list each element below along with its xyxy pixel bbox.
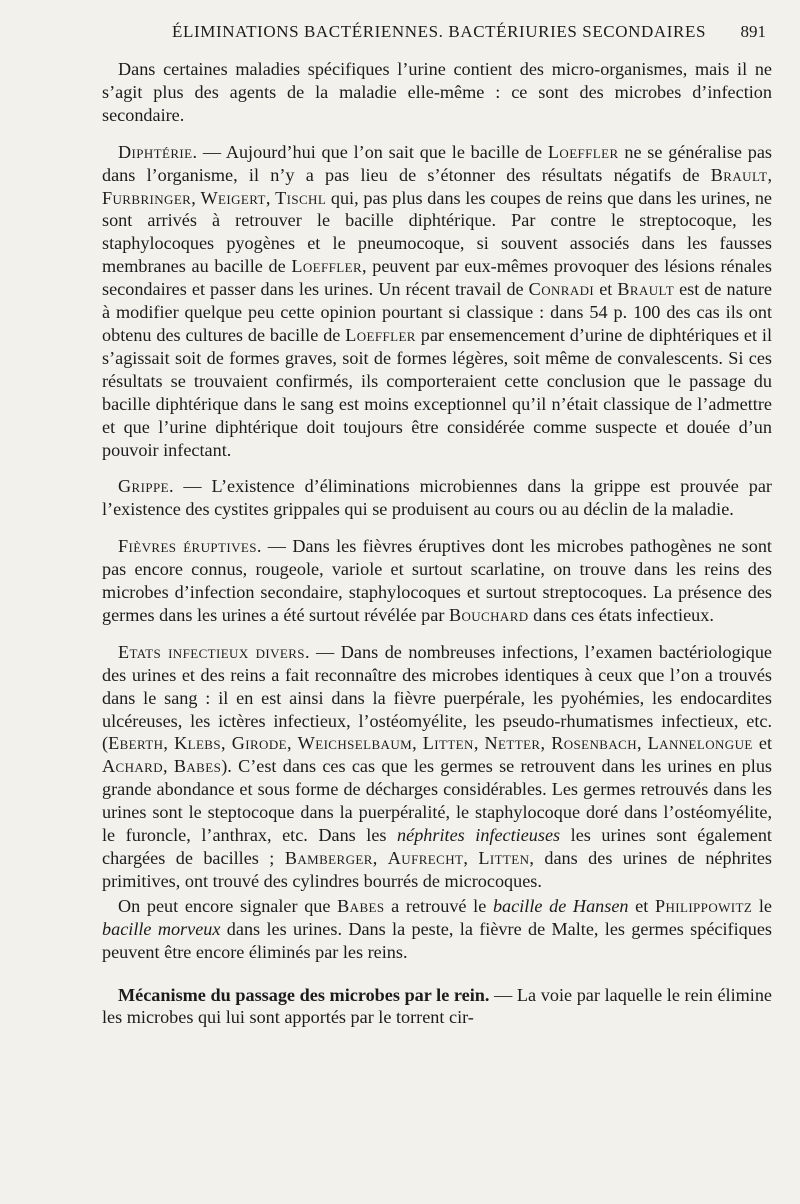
author-name: Conradi bbox=[528, 279, 595, 300]
author-name: Girode bbox=[231, 733, 287, 754]
separator: , bbox=[463, 848, 479, 868]
author-name: Achard bbox=[102, 756, 164, 777]
text-run: le bbox=[752, 895, 772, 916]
text-run: , dans des urines de néphrites primitives, ont trouvé des cylindres bourrés de microcoques. bbox=[102, 848, 772, 891]
author-name: Weigert bbox=[200, 187, 266, 208]
author-name: Philippowitz bbox=[654, 895, 753, 916]
text-run: dans ces états infectieux. bbox=[528, 604, 714, 625]
author-name: Eberth bbox=[108, 733, 164, 754]
text-run: ne se généralise pas dans l’organisme, il n’y a pas lieu de s’étonner des résultats négatifs de bbox=[102, 141, 773, 185]
text-run: et bbox=[594, 279, 618, 300]
text-run: . — Dans de nombreuses infections, l’examen bactériologique des urines et des reins a fait reconnaître des microbes identiques à ceux que l’on a trouvés dans le sang : il en est ainsi dans la fièvre puerpérale, les pyohémies, les endocardites ulcéreuses, les ictères infectieux, l’ostéomyélite, les pseudo-rhumatismes infectieux, etc. ( bbox=[102, 641, 772, 754]
text-run: qui, pas plus dans les coupes de reins que dans les urines, ne sont arrivés à retrouver le bacille diphtérique. Par contre le streptocoque, les staphylocoques pyogènes et le pneumocoque, si souvent associés dans les fausses membranes au bacille de bbox=[102, 187, 772, 277]
author-name: Klebs bbox=[174, 733, 222, 754]
author-name: Litten bbox=[478, 848, 530, 868]
text-run: a retrouvé le bbox=[384, 895, 493, 916]
separator: , bbox=[412, 733, 423, 754]
author-name: Brault bbox=[617, 279, 675, 300]
section-heading-diphterie: Diphtérie bbox=[118, 141, 193, 162]
intro-text: Dans certaines maladies spécifiques l’urine contient des micro-organismes, mais il ne s’agit plus des agents de la maladie elle-même : ce sont des microbes d’infection secondaire. bbox=[102, 59, 772, 125]
text-run: est de nature à modifier quelque peu cette opinion pourtant si classique : dans 54 p. 100 des cas ils ont obtenu des cultures de bacille de bbox=[102, 279, 772, 345]
author-name: Babes bbox=[337, 895, 385, 916]
separator: , bbox=[540, 733, 552, 754]
text-run: par ensemencement d’urine de diphtériques et il s’agissait soit de formes graves, soit de formes légères, soit même de convalescents. Si ces résultats se trouvaient confirmés, ils comporteraient cette conclusion que le passage du bacille diphtérique dans le sang est moins exceptionnel qu’il n’était classique de l’admettre et que l’urine diphtérique doit toujours être considérée comme suspecte et douée d’un pouvoir infectant. bbox=[102, 324, 772, 460]
author-name: Rosenbach bbox=[551, 733, 637, 754]
paragraph-fievres bbox=[102, 535, 772, 627]
running-title: ÉLIMINATIONS BACTÉRIENNES. BACTÉRIURIES SECONDAIRES bbox=[172, 22, 706, 41]
text-run: , peuvent par eux-mêmes provoquer des lésions rénales secondaires et passer dans les urines. Un récent travail de bbox=[102, 256, 772, 300]
section-heading-etats: Etats infectieux divers bbox=[118, 641, 305, 662]
separator: , bbox=[163, 756, 174, 777]
separator: , bbox=[163, 733, 175, 754]
separator: , bbox=[473, 733, 485, 754]
text-run: dans les urines. Dans la peste, la fièvre de Malte, les germes spécifiques peuvent être encore éliminés par les reins. bbox=[102, 918, 772, 962]
text-run: . — Dans les fièvres éruptives dont les microbes pathogènes ne sont pas encore connus, rougeole, variole et surtout scarlatine, on trouve dans les reins des microbes d’infection secondaire, staphylocoques et surtout streptocoques. La présence des germes dans les urines a été surtout révélée par bbox=[102, 536, 772, 625]
paragraph-diphterie bbox=[102, 141, 772, 462]
page-number: 891 bbox=[740, 22, 766, 41]
section-heading-mecanisme: Mécanisme du passage des microbes par le rein. bbox=[118, 984, 490, 1005]
author-name: Furbringer bbox=[102, 187, 192, 208]
text-run: , bbox=[265, 187, 276, 208]
author-name: Loeffler bbox=[291, 256, 363, 277]
separator: , bbox=[221, 733, 232, 754]
text-run: , bbox=[767, 164, 772, 185]
italic-term: néphrites infectieuses bbox=[397, 825, 561, 846]
author-name: Lannelongue bbox=[647, 733, 753, 754]
separator: , bbox=[372, 848, 388, 868]
author-name: Brault bbox=[710, 164, 768, 185]
author-name: Babes bbox=[173, 756, 222, 777]
author-name: Netter bbox=[484, 733, 541, 754]
text-run: — La voie par laquelle le rein élimine les microbes qui lui sont apportés par le torrent cir- bbox=[102, 984, 773, 1028]
section-heading-fievres: Fièvres éruptives bbox=[118, 536, 257, 557]
text-run: , bbox=[191, 187, 201, 208]
text-run: On peut encore signaler que bbox=[118, 895, 338, 916]
author-name: Bouchard bbox=[448, 604, 529, 625]
author-name: Litten bbox=[422, 733, 474, 754]
text-run: ). C’est dans ces cas que les germes se retrouvent dans les urines en plus grande abondance et sous forme de décharges considérables. Les germes retrouvés dans les urines sont le steptocoque dans la puerpéralité, le staphylocoque doré dans l’ostéomyélite, le furoncle, l’anthrax, etc. Dans les bbox=[102, 756, 773, 846]
author-name: Bamberger bbox=[284, 848, 373, 868]
text-run: et bbox=[628, 895, 655, 916]
separator: , bbox=[286, 733, 298, 754]
italic-term: bacille morveux bbox=[102, 918, 221, 939]
separator: et bbox=[752, 733, 772, 754]
italic-term: bacille de Hansen bbox=[492, 895, 629, 916]
paragraph-etats bbox=[102, 641, 772, 893]
section-heading-grippe: Grippe bbox=[118, 476, 169, 497]
author-name: Aufrecht bbox=[387, 848, 464, 868]
author-name: Loeffler bbox=[345, 324, 416, 345]
body-text bbox=[102, 58, 772, 1043]
paragraph-mecanisme bbox=[102, 984, 772, 1030]
author-name: Tischl bbox=[275, 187, 327, 208]
paragraph-signaler bbox=[102, 895, 772, 964]
author-name: Weichselbaum bbox=[297, 733, 413, 754]
text-run: . — L’existence d’éliminations microbiennes dans la grippe est prouvée par l’existence des cystites grippales qui se produisent au cours ou au déclin de la maladie. bbox=[102, 476, 772, 520]
page-header bbox=[0, 16, 800, 46]
paragraph-intro bbox=[102, 58, 772, 127]
author-name: Loeffler bbox=[547, 141, 619, 162]
paragraph-grippe bbox=[102, 475, 772, 521]
text-run: . — Aujourd’hui que l’on sait que le bacille de bbox=[192, 141, 548, 162]
text-run: les urines sont également chargées de bacilles ; bbox=[102, 825, 772, 868]
separator: , bbox=[636, 733, 648, 754]
